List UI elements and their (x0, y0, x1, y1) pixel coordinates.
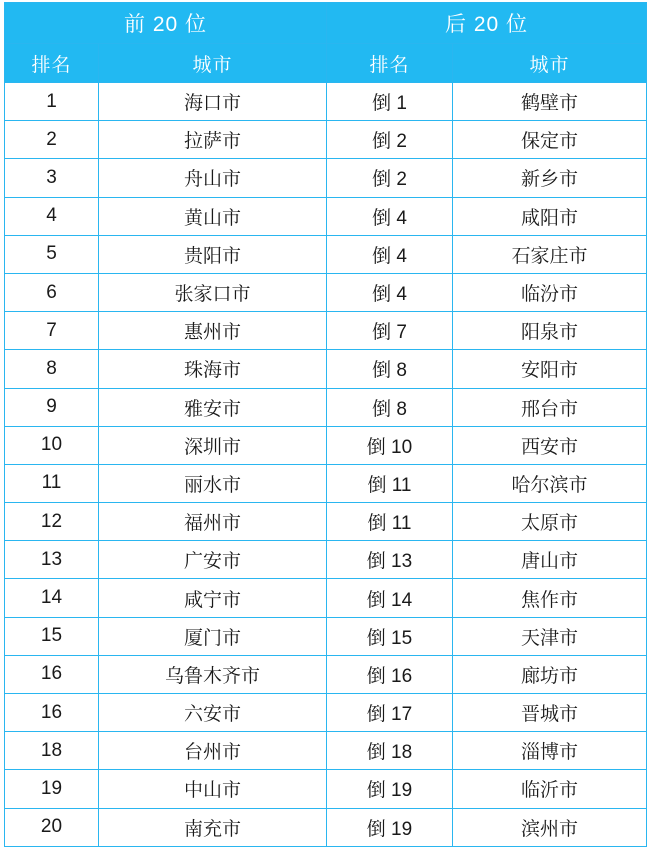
city-top-cell: 贵阳市 (99, 235, 327, 273)
rank-bottom-cell: 倒 10 (327, 426, 453, 464)
city-top-cell: 雅安市 (99, 388, 327, 426)
city-bottom-cell: 廊坊市 (453, 655, 647, 693)
rank-top-cell: 11 (5, 464, 99, 502)
rank-bottom-cell: 倒 8 (327, 388, 453, 426)
city-bottom-cell: 太原市 (453, 503, 647, 541)
rank-bottom-cell: 倒 18 (327, 732, 453, 770)
rank-top-cell: 8 (5, 350, 99, 388)
rank-top-cell: 6 (5, 273, 99, 311)
city-bottom-cell: 阳泉市 (453, 312, 647, 350)
city-bottom-cell: 天津市 (453, 617, 647, 655)
column-header-rank-top: 排名 (5, 44, 99, 83)
rank-bottom-cell: 倒 8 (327, 350, 453, 388)
rank-bottom-cell: 倒 2 (327, 121, 453, 159)
rank-top-cell: 13 (5, 541, 99, 579)
rank-top-cell: 15 (5, 617, 99, 655)
rank-bottom-cell: 倒 11 (327, 464, 453, 502)
city-bottom-cell: 晋城市 (453, 694, 647, 732)
table-row (5, 197, 647, 235)
city-top-cell: 深圳市 (99, 426, 327, 464)
table-row (5, 350, 647, 388)
column-header-city-bottom: 城市 (453, 44, 647, 83)
city-top-cell: 珠海市 (99, 350, 327, 388)
table-row (5, 732, 647, 770)
table-body (5, 3, 647, 847)
city-bottom-cell: 鹤壁市 (453, 83, 647, 121)
rank-top-cell: 12 (5, 503, 99, 541)
group-header-row (5, 3, 647, 44)
table-row (5, 312, 647, 350)
city-bottom-cell: 咸阳市 (453, 197, 647, 235)
city-top-cell: 丽水市 (99, 464, 327, 502)
city-top-cell: 台州市 (99, 732, 327, 770)
city-bottom-cell: 焦作市 (453, 579, 647, 617)
table-row (5, 388, 647, 426)
city-top-cell: 乌鲁木齐市 (99, 655, 327, 693)
rank-bottom-cell: 倒 15 (327, 617, 453, 655)
table-row (5, 617, 647, 655)
city-bottom-cell: 新乡市 (453, 159, 647, 197)
city-top-cell: 中山市 (99, 770, 327, 808)
table-row (5, 273, 647, 311)
rank-top-cell: 16 (5, 655, 99, 693)
rank-bottom-cell: 倒 4 (327, 273, 453, 311)
rank-top-cell: 16 (5, 694, 99, 732)
rank-top-cell: 4 (5, 197, 99, 235)
rank-bottom-cell: 倒 7 (327, 312, 453, 350)
city-bottom-cell: 西安市 (453, 426, 647, 464)
city-top-cell: 惠州市 (99, 312, 327, 350)
rank-bottom-cell: 倒 16 (327, 655, 453, 693)
city-top-cell: 舟山市 (99, 159, 327, 197)
table-row (5, 503, 647, 541)
rank-bottom-cell: 倒 11 (327, 503, 453, 541)
table-row (5, 770, 647, 808)
rank-bottom-cell: 倒 19 (327, 770, 453, 808)
city-bottom-cell: 唐山市 (453, 541, 647, 579)
city-bottom-cell: 邢台市 (453, 388, 647, 426)
table-row (5, 541, 647, 579)
city-top-cell: 黄山市 (99, 197, 327, 235)
rank-top-cell: 14 (5, 579, 99, 617)
city-bottom-cell: 保定市 (453, 121, 647, 159)
column-header-city-top: 城市 (99, 44, 327, 83)
city-top-cell: 海口市 (99, 83, 327, 121)
rank-bottom-cell: 倒 1 (327, 83, 453, 121)
city-top-cell: 福州市 (99, 503, 327, 541)
city-bottom-cell: 哈尔滨市 (453, 464, 647, 502)
rank-bottom-cell: 倒 14 (327, 579, 453, 617)
rank-bottom-cell: 倒 19 (327, 808, 453, 846)
table-row (5, 159, 647, 197)
rank-top-cell: 9 (5, 388, 99, 426)
city-bottom-cell: 临沂市 (453, 770, 647, 808)
rank-top-cell: 18 (5, 732, 99, 770)
city-top-cell: 拉萨市 (99, 121, 327, 159)
column-header-rank-bottom: 排名 (327, 44, 453, 83)
rank-bottom-cell: 倒 2 (327, 159, 453, 197)
group-header-top20: 前 20 位 (5, 3, 327, 44)
table-row (5, 694, 647, 732)
city-top-cell: 六安市 (99, 694, 327, 732)
city-bottom-cell: 临汾市 (453, 273, 647, 311)
table-row (5, 808, 647, 846)
rank-top-cell: 3 (5, 159, 99, 197)
city-top-cell: 咸宁市 (99, 579, 327, 617)
city-ranking-table (4, 2, 647, 847)
city-top-cell: 厦门市 (99, 617, 327, 655)
rank-top-cell: 1 (5, 83, 99, 121)
rank-top-cell: 20 (5, 808, 99, 846)
city-top-cell: 张家口市 (99, 273, 327, 311)
table-row (5, 579, 647, 617)
rank-top-cell: 5 (5, 235, 99, 273)
group-header-bottom20: 后 20 位 (327, 3, 647, 44)
column-header-row (5, 44, 647, 83)
table-row (5, 121, 647, 159)
city-top-cell: 广安市 (99, 541, 327, 579)
table-row (5, 464, 647, 502)
rank-top-cell: 19 (5, 770, 99, 808)
table-row (5, 655, 647, 693)
city-bottom-cell: 石家庄市 (453, 235, 647, 273)
rank-top-cell: 10 (5, 426, 99, 464)
rank-bottom-cell: 倒 17 (327, 694, 453, 732)
rank-bottom-cell: 倒 4 (327, 235, 453, 273)
table-row (5, 83, 647, 121)
city-bottom-cell: 淄博市 (453, 732, 647, 770)
table-row (5, 235, 647, 273)
rank-top-cell: 2 (5, 121, 99, 159)
city-top-cell: 南充市 (99, 808, 327, 846)
rank-top-cell: 7 (5, 312, 99, 350)
city-bottom-cell: 安阳市 (453, 350, 647, 388)
city-bottom-cell: 滨州市 (453, 808, 647, 846)
rank-bottom-cell: 倒 13 (327, 541, 453, 579)
table-row (5, 426, 647, 464)
rank-bottom-cell: 倒 4 (327, 197, 453, 235)
